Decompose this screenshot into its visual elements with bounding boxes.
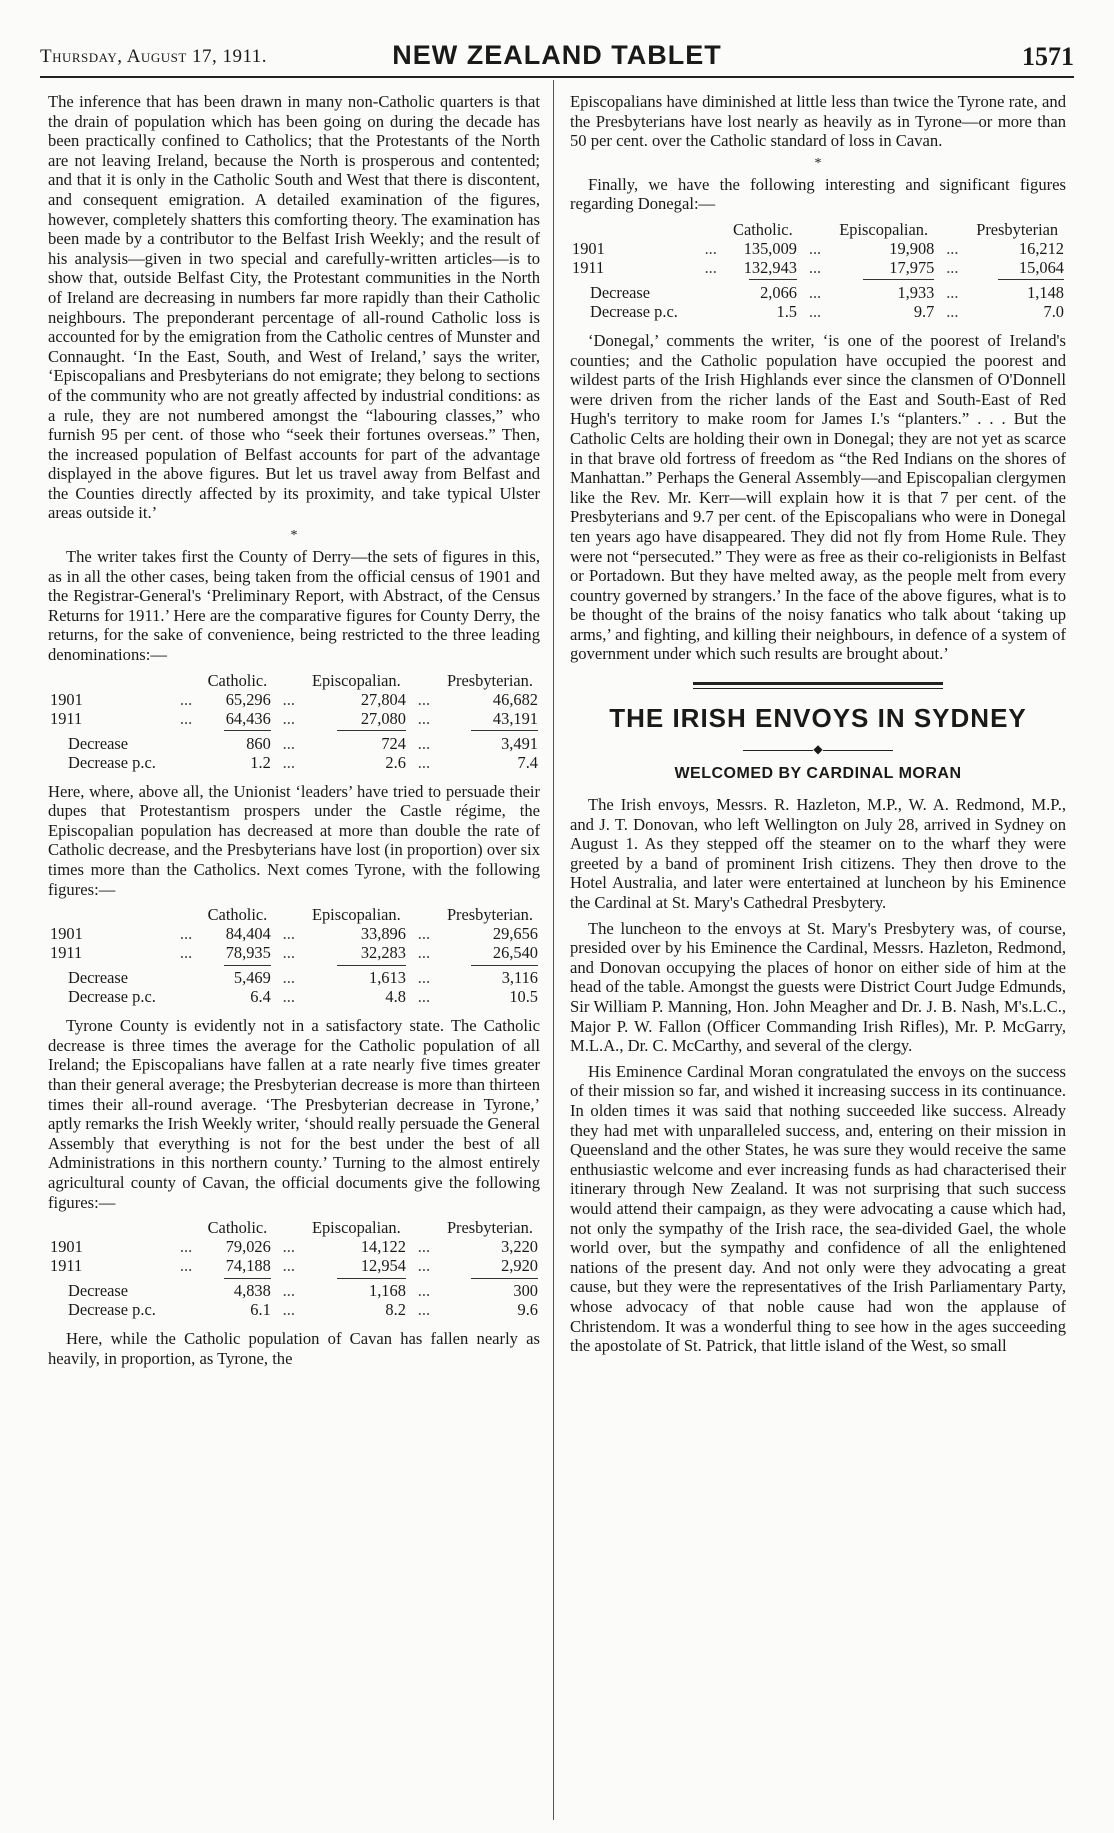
table-row: Decrease p.c. 1.5 ... 9.7 ... 7.0 bbox=[590, 301, 1064, 321]
table-row: Decrease p.c. 6.1 ... 8.2 ... 9.6 bbox=[68, 1300, 538, 1320]
article-headline: THE IRISH ENVOYS IN SYDNEY bbox=[609, 703, 1027, 734]
paragraph: ‘Donegal,’ comments the writer, ‘is one of the poorest of Ireland's counties; and the Catholic population have occupied the poorest and wildest parts of the Irish Highlands ever since the clansmen of O'Donnell were driven from the richer lands of the East and South-East of Red Hugh's territory to make room for James I.'s “planters.” . . . But the Catholic Celts are holding their own in Donegal; they are not yet as scarce in that brave old fortress of freedom as “the Red Indians on the shores of Manhattan.” Perhaps the General Assembly—and Episcopalian clergymen like the Rev. Mr. Kerr—will explain how it is that 7 per cent. of the Presbyterians and 9.7 per cent. of the Episcopalians who were in Donegal ten years ago have disappeared. They did not fly from Home Rule. They were not “persecuted.” They were as free as their co-religionists in Belfast or Portadown. But they have melted away, as the people melt from every country governed by strangers.’ In the face of the above figures, what is to be thought of the brains of the noisy fanatics who talk about ‘taking up arms,’ and fighting, and killing their neighbours, in defence of a system of government under which such results are brought about.’ bbox=[570, 330, 1066, 664]
table-row: 1911 ... 78,935 ... 32,283 ... 26,540 bbox=[50, 943, 538, 963]
table-row: Decrease 4,838 ... 1,168 ... 300 bbox=[68, 1281, 538, 1301]
paragraph: The luncheon to the envoys at St. Mary's Presbytery was, of course, presided over by his Eminence the Cardinal, Messrs. Hazleton, Redmond, and Donovan occupying the places of honor on either side of him at the head of the table. Amongst the guests were District Court Judge Edmunds, Sir William P. Manning, Hon. John Meagher and Dr. J. B. Nash, M's.L.C., Major P. W. Fallon (Officer Commanding Irish Rifles), Mr. P. McGarry, M.L.A., Dr. C. McCarthy, and several of the clergy. bbox=[570, 918, 1066, 1056]
paragraph: The Irish envoys, Messrs. R. Hazleton, M.P., W. A. Redmond, M.P., and J. T. Donovan, who left Wellington on July 28, arrived in Sydney on August 1. As they stepped off the steamer on to the wharf they were greeted by a band of prominent Irish citizens. They then drove to the Hotel Australia, and later were entertained at luncheon by his Eminence the Cardinal at St. Mary's Cathedral Presbytery. bbox=[570, 795, 1066, 913]
col-header-presbyterian: Presbyterian. bbox=[446, 670, 533, 690]
article-subheading: WELCOMED BY CARDINAL MORAN bbox=[674, 765, 962, 783]
table-row: 1911 ... 64,436 ... 27,080 ... 43,191 bbox=[50, 708, 538, 728]
paragraph: His Eminence Cardinal Moran congratulated the envoys on the success of their mission so far, and wished it increasing success in its continuance. In olden times it was said that nothing succeeded like success. Already they had met with unparalleled success, and, entering on their mission in Queensland and the other States, he was sure they would receive the same enthusiastic welcome and ever increasing funds as had characterised their itinerary through New Zealand. It was not surprising that such success would attend their campaign, as they were advocating a cause which had, not only the sympathy of the Irish race, the sea-divided Gael, the whole world over, but the sympathy and confidence of all the enlightened nations of the present day. And not only were they advocating a great cause, but they were the representatives of the Irish Parliamentary Party, whose advocacy of that noble cause had won the applause of Christendom. It was a wonderful thing to see how in the ages succeeding the apostolate of St. Patrick, that little island of the West, so small bbox=[570, 1061, 1066, 1356]
left-column bbox=[48, 92, 540, 1374]
table-row: Decrease p.c. 6.4 ... 4.8 ... 10.5 bbox=[68, 987, 538, 1007]
masthead-rule bbox=[40, 76, 1074, 78]
paragraph: Episcopalians have diminished at little less than twice the Tyrone rate, and the Presbyterians have lost nearly as heavily as in Tyrone—or more than 50 per cent. over the Catholic standard of loss in Cavan. bbox=[570, 92, 1066, 151]
donegal-table: Catholic. Episcopalian. Presbyterian 1901 ... 135,009 ... 19,908 ... 16,212 1911 ... 132,943 ... 17,975 ... 15,064 Decrease 2,066 ... 1,933 ... 1,148 Decrease p.c. 1.5 ... 9.7 ... 7.0 bbox=[572, 219, 1064, 321]
table-row: Decrease 2,066 ... 1,933 ... 1,148 bbox=[590, 282, 1064, 302]
derry-table bbox=[48, 671, 540, 772]
col-header-episcopalian: Episcopalian. bbox=[311, 670, 401, 690]
paragraph: Tyrone County is evidently not in a satisfactory state. The Catholic decrease is three times the average for the Catholic population of all Ireland; the Episcopalians have fallen at a rate nearly five times greater than their general average; the Presbyterian decrease is more than thirteen times their all-round average. ‘The Presbyterian decrease in Tyrone,’ aptly remarks the Irish Weekly writer, ‘should really persuade the General Assembly that everything is not for the best under the best of all Administrations in this northern county.’ Turning to the almost entirely agricultural county of Cavan, the official documents give the following figures:— bbox=[48, 1016, 540, 1212]
table-row: 1911 ... 132,943 ... 17,975 ... 15,064 bbox=[572, 257, 1064, 277]
section-rule bbox=[693, 682, 943, 689]
tyrone-table: Catholic. Episcopalian. Presbyterian. 1901 ... 84,404 ... 33,896 ... 29,656 1911 ... 78,935 ... 32,283 ... 26,540 Decrease 5,469 ... 1,613 ... 3,116 Decrease p.c. 6.4 ... 4.8 ... 10.5 bbox=[50, 905, 538, 1007]
table-row: Decrease 5,469 ... 1,613 ... 3,116 bbox=[68, 968, 538, 988]
paragraph: Here, while the Catholic population of Cavan has fallen nearly as heavily, in proportion, as Tyrone, the bbox=[48, 1329, 540, 1368]
table-row: 1901 ... 79,026 ... 14,122 ... 3,220 bbox=[50, 1237, 538, 1257]
table-row: 1901 ... 84,404 ... 33,896 ... 29,656 bbox=[50, 924, 538, 944]
issue-date: Thursday, August 17, 1911. bbox=[40, 46, 268, 67]
right-column bbox=[570, 92, 1066, 1362]
paragraph: Finally, we have the following interesting and significant figures regarding Donegal:— bbox=[570, 174, 1066, 214]
section-star: * bbox=[814, 155, 822, 171]
page-number: 1571 bbox=[1022, 42, 1074, 71]
paragraph: Here, where, above all, the Unionist ‘leaders’ have tried to persuade their dupes that Protestantism prospers under the Castle régime, the Episcopalian population has decreased at more than double the rate of Catholic decrease, and the Presbyterians have lost (in proportion) over six times more than the Catholics. Next comes Tyrone, with the following figures:— bbox=[48, 781, 540, 899]
table-row: Decrease 860 ... 724 ... 3,491 bbox=[68, 733, 538, 753]
cavan-table: Catholic. Episcopalian. Presbyterian. 1901 ... 79,026 ... 14,122 ... 3,220 1911 ... 74,188 ... 12,954 ... 2,920 Decrease 4,838 ... 1,168 ... 300 Decrease p.c. 6.1 ... 8.2 ... 9.6 bbox=[50, 1218, 538, 1320]
newspaper-title: NEW ZEALAND TABLET bbox=[392, 40, 722, 70]
column-divider bbox=[553, 80, 554, 1820]
table-row: 1901 ... 65,296 ... 27,804 ... 46,682 bbox=[50, 689, 538, 709]
diamond-divider: ◆ bbox=[570, 742, 1066, 757]
paragraph: The writer takes first the County of Derry—the sets of figures in this, as in all the other cases, being taken from the official census of 1901 and the Registrar-General's ‘Preliminary Report, with Abstract, of the Census Returns for 1911.’ Here are the comparative figures for County Derry, the returns, for the sake of convenience, being restricted to the three leading denominations:— bbox=[48, 547, 540, 665]
masthead bbox=[40, 38, 1074, 72]
table-row: 1911 ... 74,188 ... 12,954 ... 2,920 bbox=[50, 1256, 538, 1276]
table-row: 1901 ... 135,009 ... 19,908 ... 16,212 bbox=[572, 238, 1064, 258]
paragraph: The inference that has been drawn in many non-Catholic quarters is that the drain of population which has been going on during the decade has been practically confined to Catholics; that the Protestants of the North are not leaving Ireland, because the North is prosperous and contented; and that it is only in the Catholic South and West that there is discontent, and consequent emigration. A detailed examination of the figures, however, completely shatters this comforting theory. The examination has been made by a contributor to the Belfast Irish Weekly; and the result of his analysis—given in two special and carefully-written articles—is to show that, outside Belfast City, the Protestant communities in the North of Ireland are decreasing in numbers far more rapidly than their Catholic neighbours. The preponderant percentage of all-round Catholic loss is accounted for by the emigration from the Catholic centres of Munster and Connaught. ‘In the East, South, and West of Ireland,’ says the writer, ‘Episcopalians and Presbyterians do not emigrate; they belong to sections of the community who are not greatly affected by industrial conditions: as a rule, they are not numbered amongst the “labouring classes,” who furnish 95 per cent. of those who “seek their fortunes overseas.” Then, the increased population of Belfast accounts for part of the advantage displayed in the above figures. But let us travel away from Belfast and the Counties directly affected by its proximity, and take typical Ulster areas outside it.’ bbox=[48, 92, 540, 523]
table-row: Decrease p.c. 1.2 ... 2.6 ... 7.4 bbox=[68, 752, 538, 772]
section-star: * bbox=[290, 528, 298, 544]
col-header-catholic: Catholic. bbox=[207, 670, 268, 690]
